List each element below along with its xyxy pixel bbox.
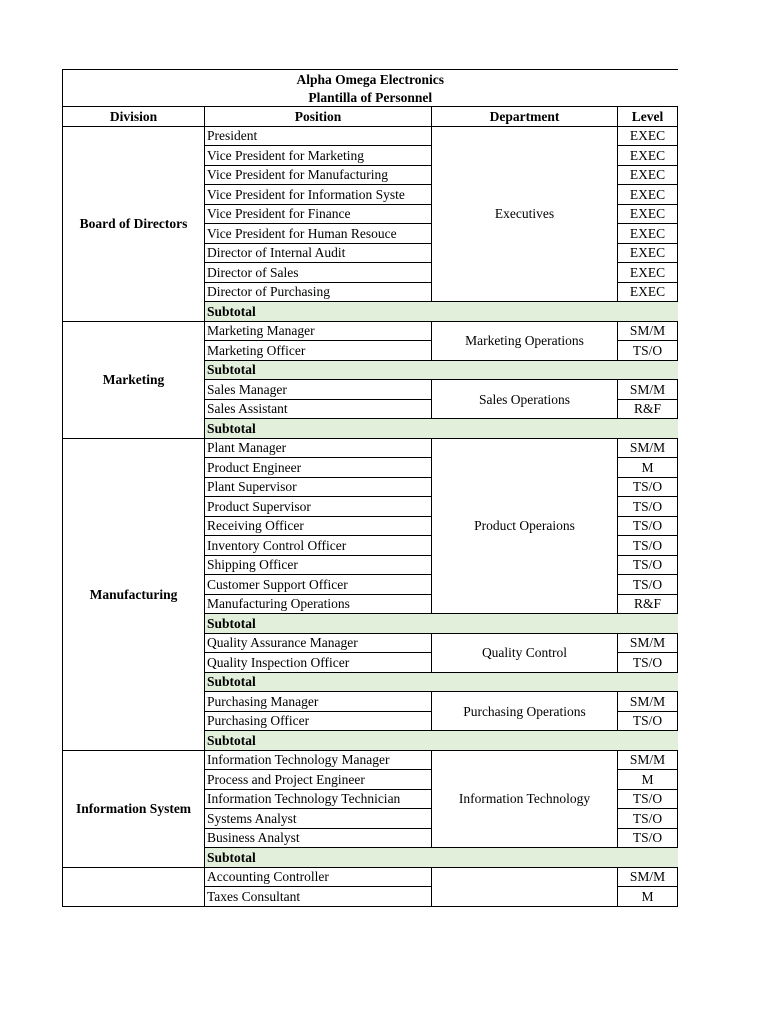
header-row: [63, 107, 678, 127]
personnel-table: [62, 69, 678, 907]
table-row: [63, 867, 678, 887]
position-cell: Process and Project Engineer: [205, 770, 432, 790]
position-cell: Vice President for Marketing: [205, 146, 432, 166]
division-cell: Marketing: [63, 321, 205, 438]
level-cell: TS/O: [618, 341, 678, 361]
position-cell: Product Engineer: [205, 458, 432, 478]
level-cell: EXEC: [618, 185, 678, 205]
position-cell: Quality Assurance Manager: [205, 633, 432, 653]
department-cell: Quality Control: [432, 633, 618, 672]
level-cell: SM/M: [618, 321, 678, 341]
level-cell: TS/O: [618, 711, 678, 731]
header-department: Department: [432, 107, 618, 127]
header-position: Position: [205, 107, 432, 127]
subtotal-label: Subtotal: [205, 302, 678, 322]
level-cell: TS/O: [618, 477, 678, 497]
level-cell: SM/M: [618, 867, 678, 887]
position-cell: Director of Purchasing: [205, 282, 432, 302]
level-cell: EXEC: [618, 263, 678, 283]
level-cell: R&F: [618, 399, 678, 419]
level-cell: TS/O: [618, 536, 678, 556]
position-cell: Customer Support Officer: [205, 575, 432, 595]
level-cell: SM/M: [618, 633, 678, 653]
level-cell: EXEC: [618, 126, 678, 146]
position-cell: Director of Sales: [205, 263, 432, 283]
level-cell: EXEC: [618, 224, 678, 244]
position-cell: President: [205, 126, 432, 146]
sheet-subtitle: Plantilla of Personnel: [63, 88, 678, 107]
department-cell: Product Operaions: [432, 438, 618, 614]
position-cell: Director of Internal Audit: [205, 243, 432, 263]
department-cell: [432, 867, 618, 906]
position-cell: Business Analyst: [205, 828, 432, 848]
level-cell: TS/O: [618, 653, 678, 673]
department-cell: Information Technology: [432, 750, 618, 848]
table-row: [63, 438, 678, 458]
department-cell: Marketing Operations: [432, 321, 618, 360]
subtotal-label: Subtotal: [205, 614, 678, 634]
header-division: Division: [63, 107, 205, 127]
level-cell: M: [618, 458, 678, 478]
position-cell: Accounting Controller: [205, 867, 432, 887]
subtotal-label: Subtotal: [205, 360, 678, 380]
subtotal-label: Subtotal: [205, 419, 678, 439]
level-cell: SM/M: [618, 380, 678, 400]
position-cell: Taxes Consultant: [205, 887, 432, 907]
level-cell: R&F: [618, 594, 678, 614]
position-cell: Purchasing Manager: [205, 692, 432, 712]
position-cell: Information Technology Technician: [205, 789, 432, 809]
subtotal-label: Subtotal: [205, 731, 678, 751]
position-cell: Inventory Control Officer: [205, 536, 432, 556]
level-cell: EXEC: [618, 146, 678, 166]
position-cell: Purchasing Officer: [205, 711, 432, 731]
department-cell: Sales Operations: [432, 380, 618, 419]
level-cell: M: [618, 887, 678, 907]
level-cell: TS/O: [618, 828, 678, 848]
level-cell: EXEC: [618, 282, 678, 302]
level-cell: TS/O: [618, 555, 678, 575]
division-cell: [63, 867, 205, 906]
position-cell: Manufacturing Operations: [205, 594, 432, 614]
division-cell: Information System: [63, 750, 205, 867]
position-cell: Vice President for Finance: [205, 204, 432, 224]
position-cell: Quality Inspection Officer: [205, 653, 432, 673]
position-cell: Receiving Officer: [205, 516, 432, 536]
level-cell: EXEC: [618, 204, 678, 224]
level-cell: SM/M: [618, 750, 678, 770]
sheet-title: Alpha Omega Electronics: [63, 70, 678, 89]
position-cell: Product Supervisor: [205, 497, 432, 517]
level-cell: M: [618, 770, 678, 790]
level-cell: TS/O: [618, 809, 678, 829]
level-cell: SM/M: [618, 692, 678, 712]
table-row: [63, 126, 678, 146]
level-cell: SM/M: [618, 438, 678, 458]
division-cell: Board of Directors: [63, 126, 205, 321]
position-cell: Shipping Officer: [205, 555, 432, 575]
position-cell: Marketing Officer: [205, 341, 432, 361]
position-cell: Information Technology Manager: [205, 750, 432, 770]
position-cell: Vice President for Information Syste: [205, 185, 432, 205]
level-cell: TS/O: [618, 789, 678, 809]
level-cell: TS/O: [618, 497, 678, 517]
department-cell: Purchasing Operations: [432, 692, 618, 731]
position-cell: Plant Manager: [205, 438, 432, 458]
subtotal-label: Subtotal: [205, 848, 678, 868]
department-cell: Executives: [432, 126, 618, 302]
position-cell: Sales Assistant: [205, 399, 432, 419]
table-row: [63, 750, 678, 770]
position-cell: Sales Manager: [205, 380, 432, 400]
position-cell: Systems Analyst: [205, 809, 432, 829]
position-cell: Vice President for Human Resouce: [205, 224, 432, 244]
level-cell: TS/O: [618, 575, 678, 595]
table-row: [63, 321, 678, 341]
position-cell: Plant Supervisor: [205, 477, 432, 497]
level-cell: TS/O: [618, 516, 678, 536]
division-cell: Manufacturing: [63, 438, 205, 750]
header-level: Level: [618, 107, 678, 127]
level-cell: EXEC: [618, 243, 678, 263]
level-cell: EXEC: [618, 165, 678, 185]
position-cell: Marketing Manager: [205, 321, 432, 341]
subtotal-label: Subtotal: [205, 672, 678, 692]
position-cell: Vice President for Manufacturing: [205, 165, 432, 185]
